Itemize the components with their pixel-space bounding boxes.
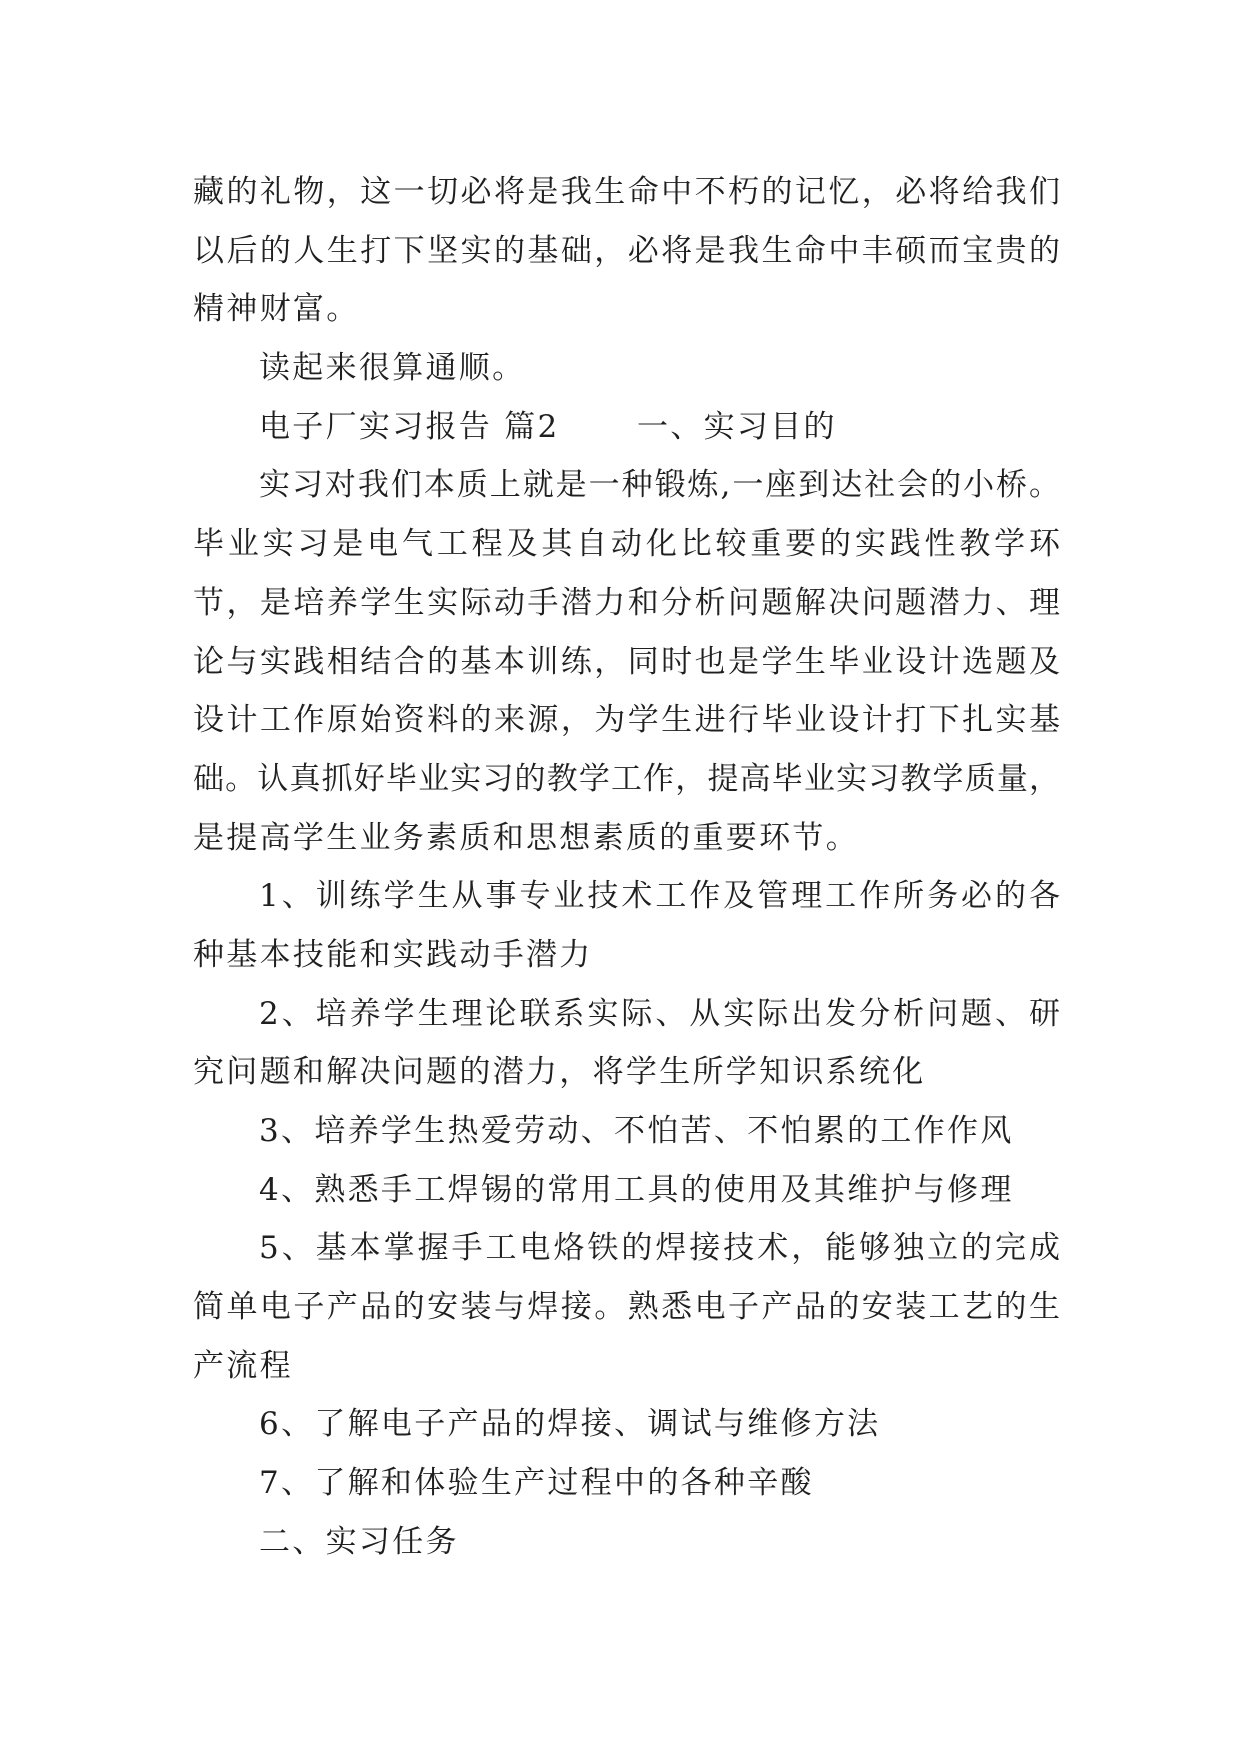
text-line: 毕业实习是电气工程及其自动化比较重要的实践性教学环 (193, 526, 1060, 563)
text-line: 二、实习任务 (259, 1523, 459, 1560)
paragraph-purpose (193, 456, 1060, 867)
text-line: 读起来很算通顺。 (259, 350, 526, 387)
text-line: 是提高学生业务素质和思想素质的重要环节。 (193, 819, 859, 856)
text-line: 实习对我们本质上就是一种锻炼,一座到达社会的小桥。 (259, 467, 1060, 504)
list-item (193, 1395, 1060, 1454)
paragraph-closing (193, 163, 1060, 339)
text-line: 以后的人生打下坚实的基础，必将是我生命中丰硕而宝贵的 (193, 232, 1060, 269)
text-line: 2、培养学生理论联系实际、从实际出发分析问题、研 (259, 995, 1060, 1032)
paragraph-comment (193, 339, 1060, 398)
text-line: 简单电子产品的安装与焊接。熟悉电子产品的安装工艺的生 (193, 1289, 1060, 1326)
text-line: 种基本技能和实践动手潜力 (193, 936, 593, 973)
text-line: 论与实践相结合的基本训练，同时也是学生毕业设计选题及 (193, 643, 1060, 680)
text-line: 究问题和解决问题的潜力，将学生所学知识系统化 (193, 1054, 926, 1091)
list-item (193, 1454, 1060, 1513)
report-title: 电子厂实习报告 篇2 (259, 408, 560, 445)
text-line: 3、培养学生热爱劳动、不怕苦、不怕累的工作作风 (259, 1113, 1014, 1149)
text-line: 藏的礼物，这一切必将是我生命中不朽的记忆，必将给我们 (193, 174, 1060, 210)
text-line: 4、熟悉手工焊锡的常用工具的使用及其维护与修理 (259, 1171, 1014, 1208)
text-line: 产流程 (193, 1347, 293, 1384)
text-line: 5、基本掌握手工电烙铁的焊接技术，能够独立的完成 (259, 1230, 1060, 1267)
text-line: 6、了解电子产品的焊接、调试与维修方法 (259, 1406, 881, 1443)
section-heading-tasks (193, 1513, 1060, 1572)
section-heading: 一、实习目的 (637, 408, 837, 445)
text-line: 设计工作原始资料的来源，为学生进行毕业设计打下扎实基 (193, 702, 1060, 739)
text-line: 精神财富。 (193, 291, 360, 328)
text-body (193, 163, 1060, 1572)
list-item (193, 985, 1060, 1102)
list-item (193, 1219, 1060, 1395)
text-line: 1、训练学生从事专业技术工作及管理工作所务必的各 (259, 878, 1060, 915)
list-item (193, 1102, 1060, 1161)
list-item (193, 1161, 1060, 1220)
text-line: 节，是培养学生实际动手潜力和分析问题解决问题潜力、理 (193, 584, 1060, 621)
text-line: 础。认真抓好毕业实习的教学工作，提高毕业实习教学质量， (193, 760, 1060, 797)
report-heading (193, 398, 1060, 457)
text-line: 7、了解和体验生产过程中的各种辛酸 (259, 1465, 814, 1502)
list-item (193, 867, 1060, 984)
